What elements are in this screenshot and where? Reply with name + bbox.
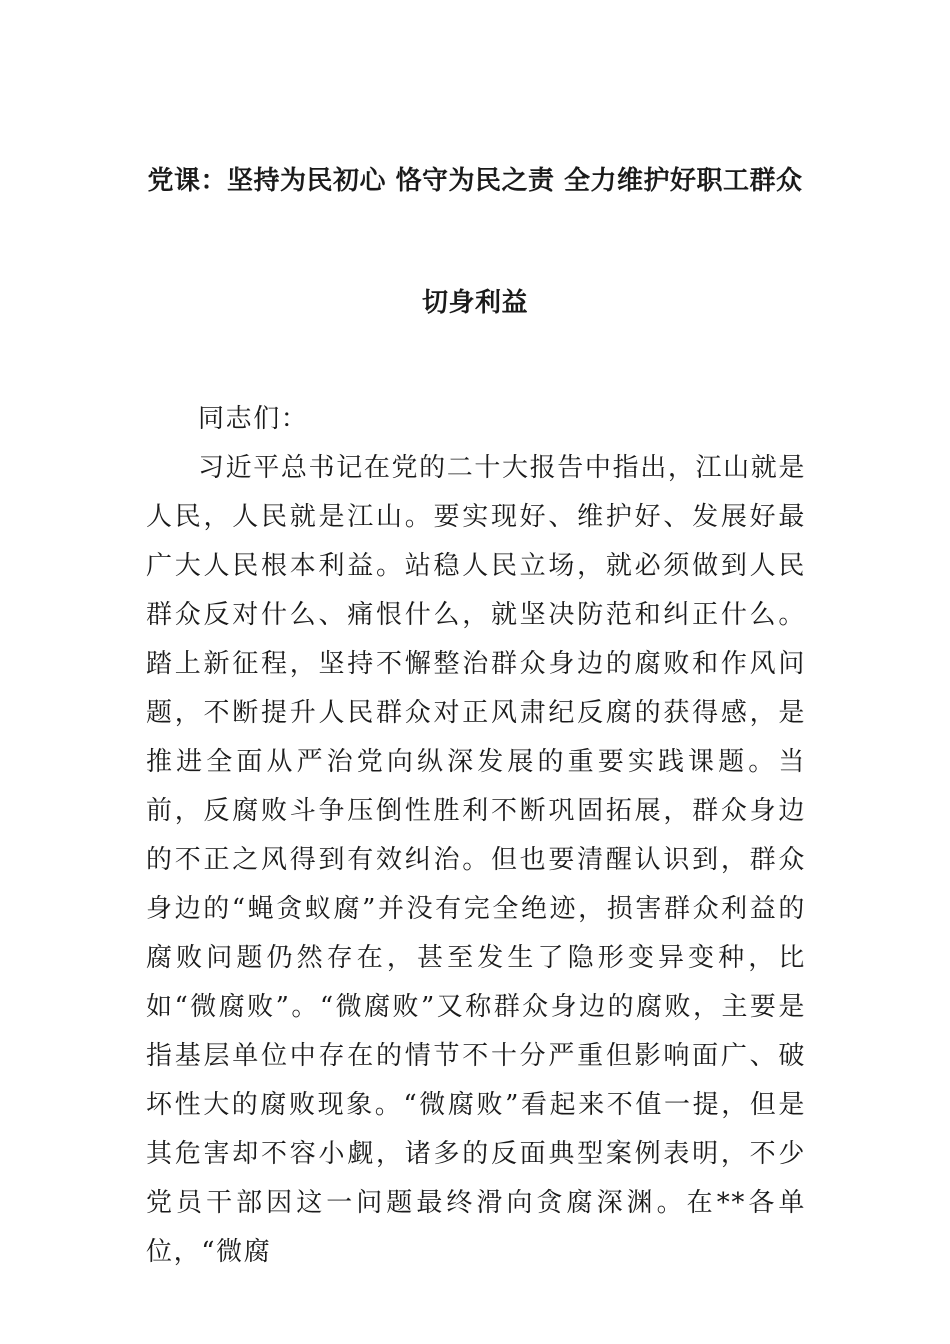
document-title-line-2: 切身利益 — [421, 288, 528, 318]
document-title-line-1: 党课：坚持为民初心 恪守为民之责 全力维护好职工群众 — [147, 166, 803, 196]
body-paragraph: 习近平总书记在党的二十大报告中指出，江山就是人民，人民就是江山。要实现好、维护好、发展好最广大人民根本利益。站稳人民立场，就必须做到人民群众反对什么、痛恨什么，就坚决防范和纠正什么。踏上新征程，坚持不懈整治群众身边的腐败和作风问题，不断提升人民群众对正风肃纪反腐的获得感，是推进全面从严治党向纵深发展的重要实践课题。当前，反腐败斗争压倒性胜利不断巩固拓展，群众身边的不正之风得到有效纠治。但也要清醒认识到，群众身边的“蝇贪蚁腐”并没有完全绝迹，损害群众利益的腐败问题仍然存在，甚至发生了隐形变异变种，比如“微腐败”。“微腐败”又称群众身边的腐败，主要是指基层单位中存在的情节不十分严重但影响面广、破坏性大的腐败现象。“微腐败”看起来不值一提，但是其危害却不容小觑，诸多的反面典型案例表明，不少党员干部因这一问题最终滑向贪腐深渊。在**各单位，“微腐 — [146, 453, 806, 1267]
salutation: 同志们： — [198, 404, 309, 434]
document-body — [146, 395, 806, 1277]
